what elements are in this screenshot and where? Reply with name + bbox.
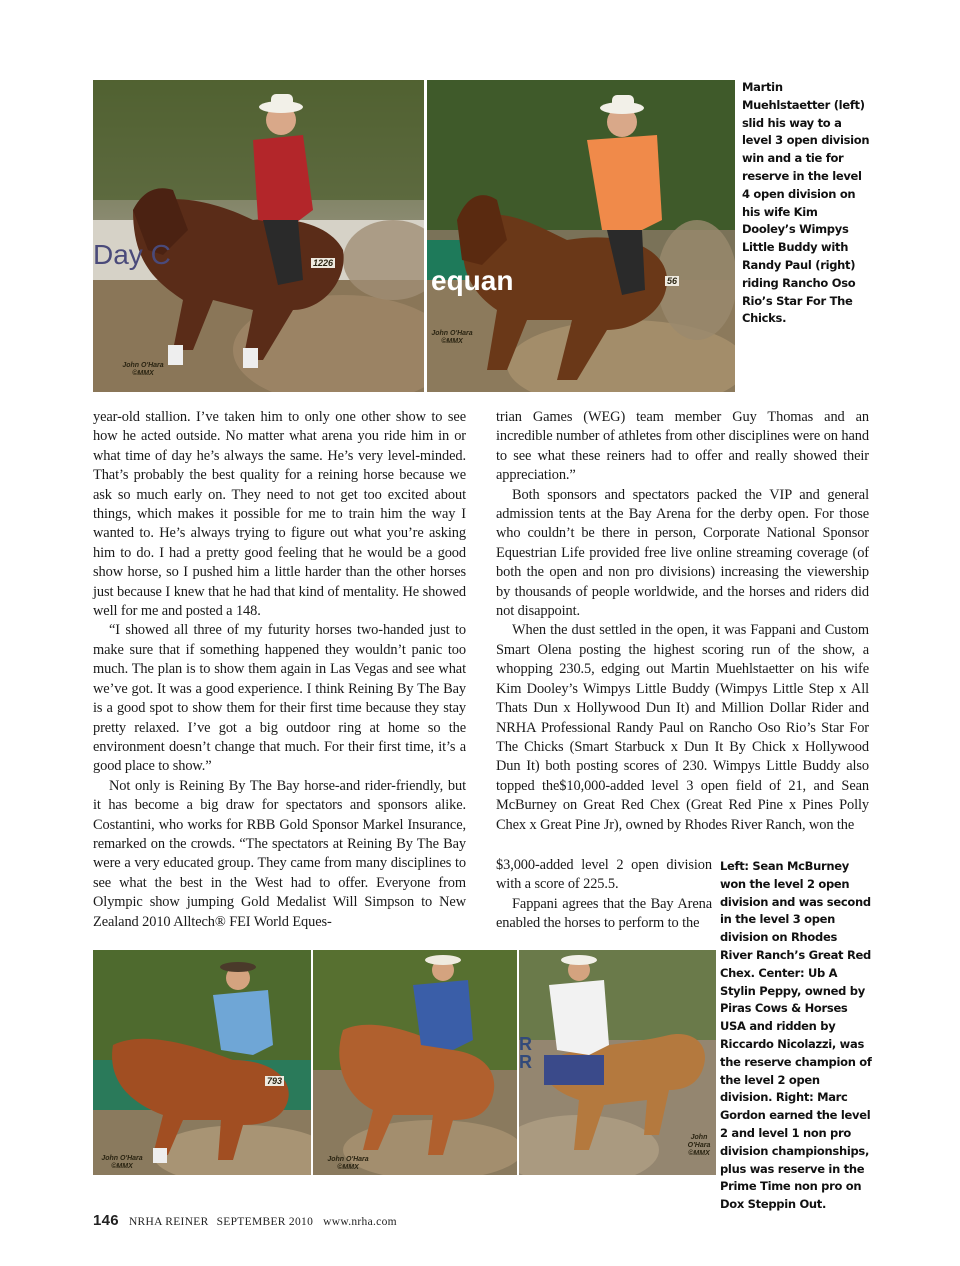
- magazine-name: NRHA REINER: [128, 1216, 209, 1228]
- photo-bottom-left-image: [93, 950, 311, 1175]
- arena-sign-text: equan: [431, 265, 514, 296]
- page-footer: [93, 1212, 397, 1229]
- caption-bottom: Left: Sean McBurney won the level 2 open division and was second in the level 3 open division on Rhodes River Ranch’s Great Red Chex. Center: Ub A Stylin Peppy, owned by Piras Cows & Horses USA and ridden by Riccardo Nicolazzi, was the reserve champion of the level 2 open division. Right: Marc Gordon earned the level 2 and level 1 non pro division championships, plus was reserve in the Prime Time non pro on Dox Steppin Out.: [720, 859, 872, 1212]
- photo-bottom-left: [93, 950, 311, 1175]
- photo-credit: John O'Hara ©MMX: [431, 330, 473, 345]
- arena-sign-text: Day C: [93, 239, 171, 270]
- website-link[interactable]: www.nrha.com: [323, 1216, 397, 1228]
- page-number: 146: [93, 1212, 119, 1229]
- photo-credit: John O'Hara ©MMX: [122, 362, 164, 377]
- article-paragraph: Not only is Reining By The Bay horse-and rider-friendly, but it has become a big draw for spectators and sponsors alike. Costantini, who works for RBB Gold Sponsor Markel Insurance, remarked on the crowds. “The spectators at Reining By The Bay were a very educated group. They came from many disciplines to see what the best in the West had to offer. Everyone from Olympic show jumping Gold Medalist Will Simpson to New Zealand 2010 Alltech® FEI World Eques-: [93, 777, 466, 930]
- photo-bottom-center: [313, 950, 517, 1175]
- photo-top-right: [427, 80, 735, 392]
- caption-top: Martin Muehlstaetter (left) slid his way to a level 3 open division win and a tie for reserve in the level 4 open division on his wife Kim Dooley’s Wimpys Little Buddy with Randy Paul (right) riding Rancho Oso Rio’s Star For The Chicks.: [742, 80, 870, 326]
- rider-number: 793: [267, 1076, 283, 1086]
- rider-number: 56: [667, 276, 678, 286]
- article-column-right: [496, 408, 869, 835]
- photo-credit: John O'Hara ©MMX: [101, 1155, 143, 1170]
- photo-credit: John O'Hara ©MMX: [327, 1156, 369, 1171]
- article-paragraph: Both sponsors and spectators packed the VIP and general admission tents at the Bay Arena for the derby open. For those who couldn’t be there in person, Corporate National Sponsor Equestrian Life provided free live online streaming coverage (of both the open and non pro divisions) increasing the viewership by thousands of people worldwide, and the horses and riders did not disappoint.: [496, 486, 869, 620]
- article-paragraph: trian Games (WEG) team member Guy Thomas and an incredible number of athletes from other disciplines were on hand to see what these reiners had to offer and really showed their appreciation.”: [496, 409, 869, 484]
- article-paragraph: When the dust settled in the open, it was Fappani and Custom Smart Olena posting the highest scoring run of the show, a whopping 230.5, edging out Martin Muehlstaetter on his wife Kim Dooley’s Wimpys Little Buddy (Wimpys Little Step x All Thats Dun x Hollywood Dun It) and Million Dollar Rider and NRHA Professional Randy Paul on Rancho Oso Rio’s Star For The Chicks (Smart Starbuck x Dun It By Chick x Hollywood Dun It) both posting scores of 230. Wimpys Little Buddy also topped the$10,000-added level 3 open field of 21, and Sean McBurney on Great Red Chex (Great Red Pine x Pines Polly Chex x Great Pine Jr), owned by Rhodes River Ranch, won the: [496, 622, 869, 833]
- article-column-left: [93, 408, 466, 932]
- rider-number: 1226: [313, 258, 334, 268]
- article-paragraph: $3,000-added level 2 open division with a score of 225.5.: [496, 857, 712, 893]
- article-paragraph: year-old stallion. I’ve taken him to only one other show to see how he acted outside. No matter what arena you ride him in or what time of day he’s always the same. He’s very level-minded. That’s probably the best quality for a reining horse because we ask so much early on. They need to not get too excited about things, which makes it possible for me to train him the way I wanted to. He’s always trying to figure out what you’re asking him to do. I had a pretty good feeling that he would be a good show horse, so I pushed him a little harder than the other horses just because I knew that he had that kind of mentality. He showed well for me and posted a 148.: [93, 409, 466, 620]
- issue-date: SEPTEMBER 2010: [216, 1216, 314, 1228]
- photo-top-left-image: [93, 80, 424, 392]
- photo-credit: John O'Hara ©MMX: [687, 1134, 711, 1157]
- photo-top-left: [93, 80, 424, 392]
- article-column-right-narrow: [496, 856, 712, 934]
- arena-sign-text: R R: [519, 1034, 532, 1072]
- article-paragraph: Fappani agrees that the Bay Arena enabled the horses to perform to the: [496, 895, 712, 932]
- article-paragraph: “I showed all three of my futurity horses two-handed just to make sure that if something happened they wouldn’t panic too much. The plan is to show them again in Las Vegas and see what we’ve got. It was a good experience. I think Reining By The Bay is a good spot to show them for their first time because they stay pretty relaxed. I’ve got a big outdoor ring at home so the environment doesn’t change that much. For their first time, it’s a good place to show.”: [93, 622, 466, 775]
- photo-bottom-right: [519, 950, 716, 1175]
- photo-bottom-center-image: [313, 950, 517, 1175]
